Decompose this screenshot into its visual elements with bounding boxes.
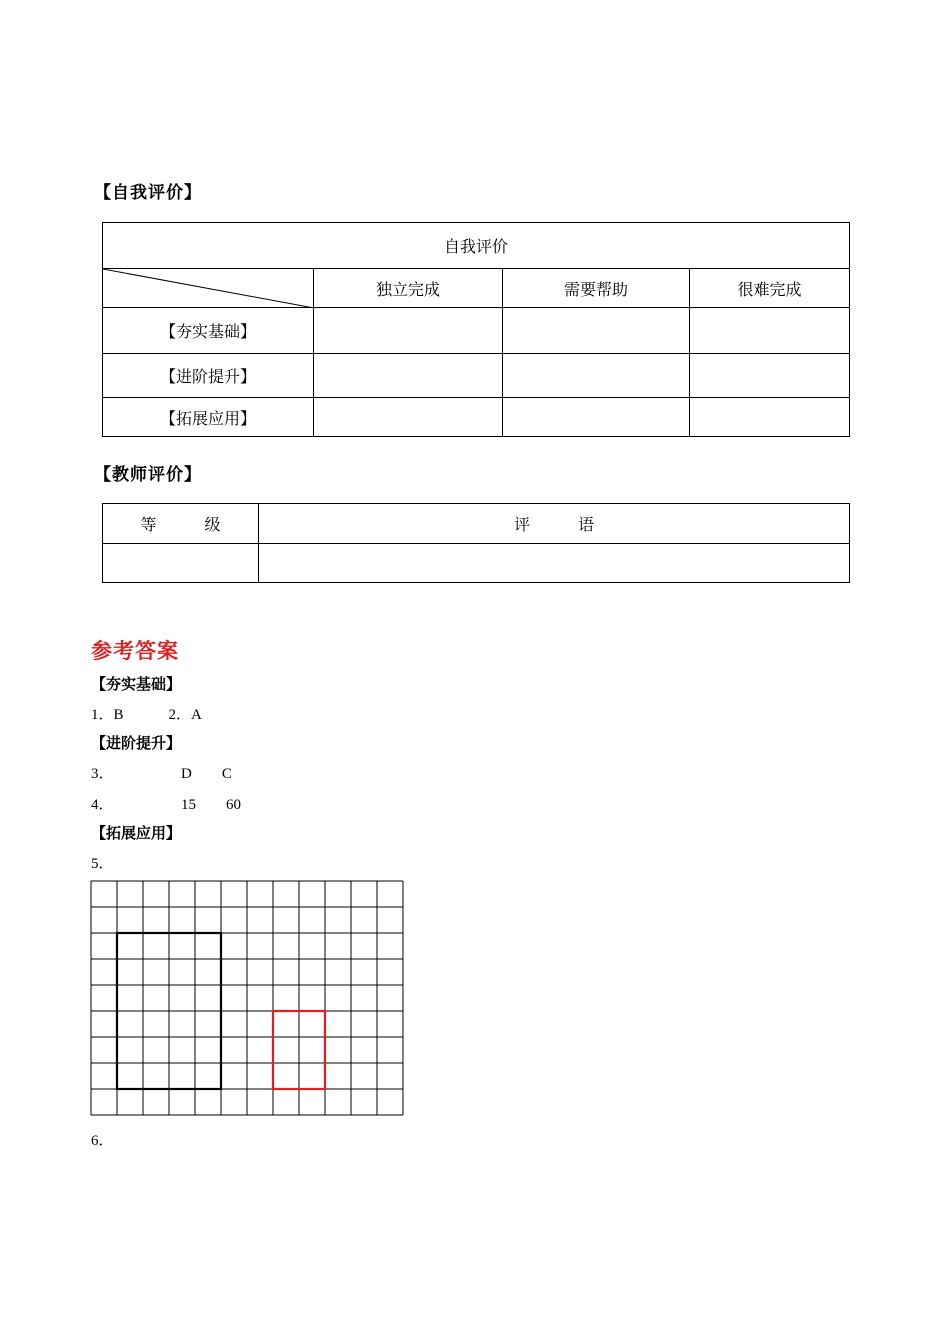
cell-extension-difficult[interactable]	[690, 398, 850, 437]
cell-basics-difficult[interactable]	[690, 308, 850, 354]
self-eval-table-title: 自我评价	[103, 223, 850, 269]
answer-line-4: 4． 15 60	[91, 797, 242, 813]
cell-extension-need-help[interactable]	[503, 398, 690, 437]
teacher-eval-table	[102, 503, 850, 583]
square-grid-figure	[90, 880, 406, 1118]
answer-line-6: 6．	[91, 1133, 114, 1149]
diagonal-header-cell	[103, 269, 314, 308]
col-header-need-help: 需要帮助	[503, 269, 690, 308]
self-eval-heading: 【自我评价】	[94, 183, 202, 203]
cell-basics-independent[interactable]	[314, 308, 503, 354]
cell-advanced-need-help[interactable]	[503, 354, 690, 398]
cell-advanced-difficult[interactable]	[690, 354, 850, 398]
diagonal-line	[103, 269, 314, 308]
answer-section-extension-title: 【拓展应用】	[91, 824, 182, 842]
answer-line-5: 5．	[91, 856, 114, 872]
comment-header: 评 语	[259, 504, 850, 544]
row-label-extension: 【拓展应用】	[103, 398, 314, 437]
comment-cell[interactable]	[259, 544, 850, 583]
col-header-difficult: 很难完成	[690, 269, 850, 308]
grade-header: 等 级	[103, 504, 259, 544]
answer-line-1-2: 1．B 2．A	[91, 707, 202, 723]
grade-cell[interactable]	[103, 544, 259, 583]
row-label-basics: 【夯实基础】	[103, 308, 314, 354]
self-eval-table	[102, 222, 850, 437]
teacher-eval-heading: 【教师评价】	[94, 465, 202, 485]
cell-basics-need-help[interactable]	[503, 308, 690, 354]
answer-line-3: 3． D C	[91, 766, 232, 782]
cell-extension-independent[interactable]	[314, 398, 503, 437]
answer-heading: 参考答案	[91, 638, 179, 663]
cell-advanced-independent[interactable]	[314, 354, 503, 398]
answer-section-advanced-title: 【进阶提升】	[91, 734, 182, 752]
answer-section-basics-title: 【夯实基础】	[91, 675, 182, 693]
row-label-advanced: 【进阶提升】	[103, 354, 314, 398]
col-header-independent: 独立完成	[314, 269, 503, 308]
